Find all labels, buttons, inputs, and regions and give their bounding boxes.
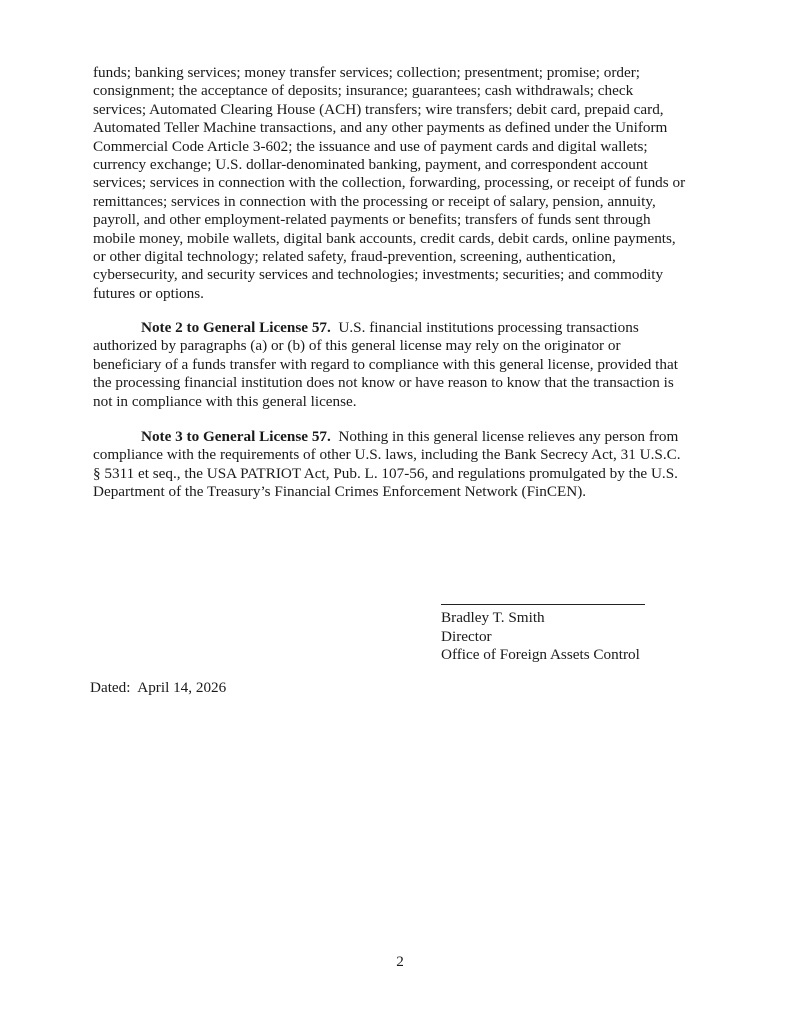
text-line: Automated Teller Machine transactions, and any other payments as defined under the Uniform xyxy=(93,119,668,137)
text-line: services; services in connection with the collection, forwarding, processing, or receipt of funds or xyxy=(93,174,686,192)
note-3-paragraph xyxy=(93,428,713,502)
text-line: not in compliance with this general license. xyxy=(93,392,357,410)
signature-block xyxy=(441,586,701,665)
text-line: services; Automated Clearing House (ACH) transfers; wire transfers; debit card, prepaid card, xyxy=(93,100,664,118)
note-3-first-line: Nothing in this general license relieves any person from xyxy=(330,428,679,445)
paragraph-financial-services-list xyxy=(93,64,713,303)
dated-line: Dated: April 14, 2026 xyxy=(90,679,227,696)
text-line: authorized by paragraphs (a) or (b) of this general license may rely on the originator or xyxy=(93,337,621,355)
signatory-title: Director xyxy=(441,627,492,645)
note-2-first-line: U.S. financial institutions processing transactions xyxy=(330,319,639,336)
text-line: consignment; the acceptance of deposits; insurance; guarantees; cash withdrawals; check xyxy=(93,82,634,100)
note-2-heading: Note 2 to General License 57. xyxy=(141,319,331,336)
note-3-heading: Note 3 to General License 57. xyxy=(141,428,331,445)
text-line: Commercial Code Article 3-602; the issuance and use of payment cards and digital wallets; xyxy=(93,137,648,155)
signatory-office: Office of Foreign Assets Control xyxy=(441,646,640,664)
note-2-paragraph xyxy=(93,319,713,411)
text-line: remittances; services in connection with the processing or receipt of salary, pension, annuity, xyxy=(93,192,656,210)
text-line: compliance with the requirements of other U.S. laws, including the Bank Secrecy Act, 31 U.S.C. xyxy=(93,446,681,464)
text-line: funds; banking services; money transfer services; collection; presentment; promise; order; xyxy=(93,64,641,81)
signatory-name: Bradley T. Smith xyxy=(441,609,545,626)
signature-line xyxy=(441,604,645,605)
text-line: or other digital technology; related safety, fraud-prevention, screening, authentication, xyxy=(93,248,616,266)
text-line: beneficiary of a funds transfer with regard to compliance with this general license, provided that xyxy=(93,355,678,373)
text-line xyxy=(93,319,713,337)
text-line: Department of the Treasury’s Financial Crimes Enforcement Network (FinCEN). xyxy=(93,483,587,501)
page-number: 2 xyxy=(396,953,404,970)
text-line: cybersecurity, and security services and technologies; investments; securities; and commodity xyxy=(93,266,664,284)
text-line: futures or options. xyxy=(93,284,204,302)
text-line: payroll, and other employment-related payments or benefits; transfers of funds sent through xyxy=(93,211,651,229)
text-line: currency exchange; U.S. dollar-denominated banking, payment, and correspondent account xyxy=(93,156,648,174)
text-line: the processing financial institution does not know or have reason to know that the transaction is xyxy=(93,374,674,392)
text-line: mobile money, mobile wallets, digital bank accounts, credit cards, debit cards, online payments, xyxy=(93,229,676,247)
text-line xyxy=(93,428,713,446)
text-line: § 5311 et seq., the USA PATRIOT Act, Pub. L. 107-56, and regulations promulgated by the U.S. xyxy=(93,464,678,482)
